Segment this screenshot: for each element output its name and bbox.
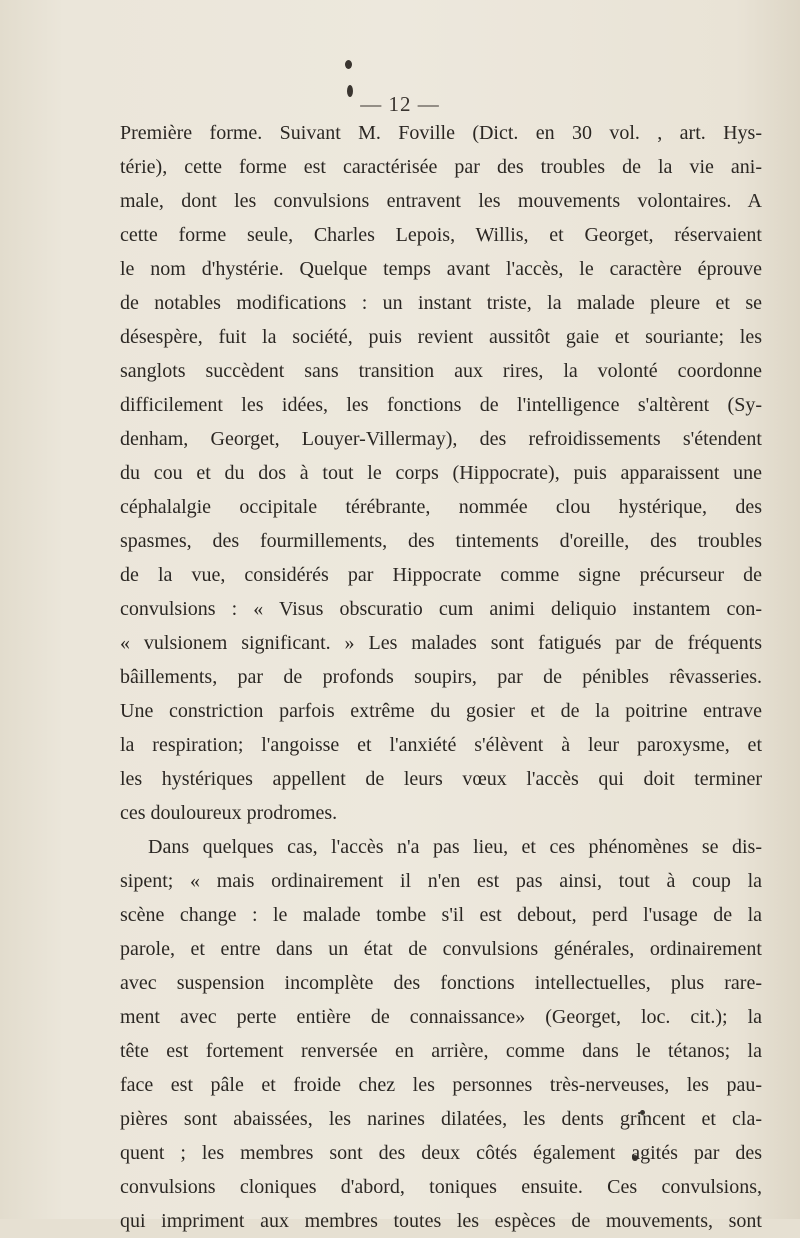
text-line: térie), cette forme est caractérisée par des troubles de la vie ani- — [120, 156, 762, 178]
text-line: avec suspension incomplète des fonctions intellectuelles, plus rare- — [120, 972, 762, 994]
text-line: sipent; « mais ordinairement il n'en est pas ainsi, tout à coup la — [120, 870, 762, 892]
text-line: Une constriction parfois extrême du gosier et de la poitrine entrave — [120, 700, 762, 722]
text-line: tête est fortement renversée en arrière, comme dans le tétanos; la — [120, 1040, 762, 1062]
page-number: — 12 — — [360, 92, 440, 116]
text-line: scène change : le malade tombe s'il est debout, perd l'usage de la — [120, 904, 762, 926]
body-text — [120, 116, 762, 1238]
text-line: Première forme. Suivant M. Foville (Dict. en 30 vol. , art. Hys- — [120, 122, 762, 144]
text-line: parole, et entre dans un état de convulsions générales, ordinairement — [120, 938, 762, 960]
text-line: quent ; les membres sont des deux côtés également agités par des — [120, 1142, 762, 1164]
text-line: convulsions cloniques d'abord, toniques ensuite. Ces convulsions, — [120, 1176, 762, 1198]
text-line: de notables modifications : un instant triste, la malade pleure et se — [120, 292, 762, 314]
text-line: difficilement les idées, les fonctions de l'intelligence s'altèrent (Sy- — [120, 394, 762, 416]
text-line: spasmes, des fourmillements, des tintements d'oreille, des troubles — [120, 530, 762, 552]
text-line: face est pâle et froide chez les personnes très-nerveuses, les pau- — [120, 1074, 762, 1096]
text-line: pières sont abaissées, les narines dilatées, les dents grincent et cla- — [120, 1108, 762, 1130]
text-line: les hystériques appellent de leurs vœux l'accès qui doit terminer — [120, 768, 762, 790]
text-line: la respiration; l'angoisse et l'anxiété s'élèvent à leur paroxysme, et — [120, 734, 762, 756]
text-line: le nom d'hystérie. Quelque temps avant l'accès, le caractère éprouve — [120, 258, 762, 280]
text-line: désespère, fuit la société, puis revient aussitôt gaie et souriante; les — [120, 326, 762, 348]
text-line: du cou et du dos à tout le corps (Hippocrate), puis apparaissent une — [120, 462, 762, 484]
text-line: denham, Georget, Louyer-Villermay), des refroidissements s'étendent — [120, 428, 762, 450]
text-line: ces douloureux prodromes. — [120, 802, 338, 824]
text-line: bâillements, par de profonds soupirs, par de pénibles rêvasseries. — [120, 666, 762, 688]
text-line: convulsions : « Visus obscuratio cum animi deliquio instantem con- — [120, 598, 762, 620]
text-line: male, dont les convulsions entravent les mouvements volontaires. A — [120, 190, 762, 212]
text-line: sanglots succèdent sans transition aux rires, la volonté coordonne — [120, 360, 762, 382]
text-line: qui impriment aux membres toutes les espèces de mouvements, sont — [120, 1210, 762, 1232]
text-line: cette forme seule, Charles Lepois, Willis, et Georget, réservaient — [120, 224, 762, 246]
ink-speck — [345, 60, 352, 69]
text-line: de la vue, considérés par Hippocrate comme signe précurseur de — [120, 564, 762, 586]
text-line: « vulsionem significant. » Les malades sont fatigués par de fréquents — [120, 632, 762, 654]
text-line: Dans quelques cas, l'accès n'a pas lieu, et ces phénomènes se dis- — [148, 836, 762, 858]
text-line: céphalalgie occipitale térébrante, nommée clou hystérique, des — [120, 496, 762, 518]
text-line: ment avec perte entière de connaissance» (Georget, loc. cit.); la — [120, 1006, 762, 1028]
